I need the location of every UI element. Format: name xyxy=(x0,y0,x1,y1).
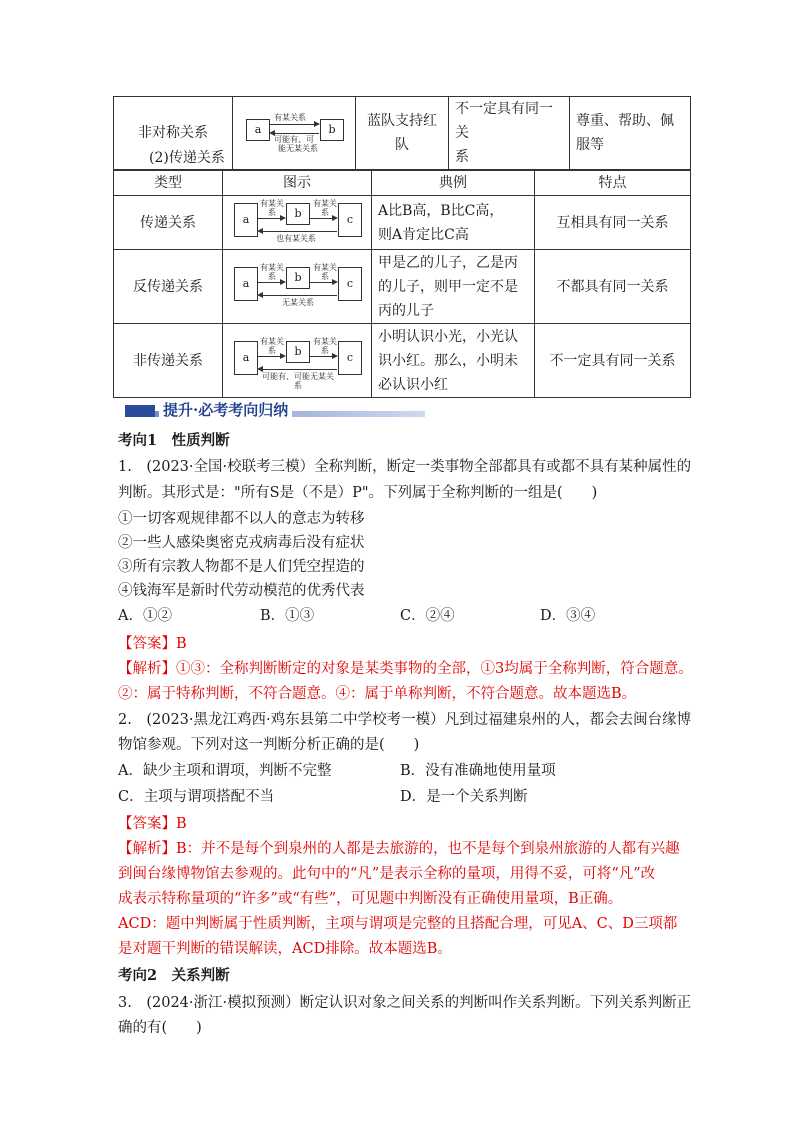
header-type: 类型 xyxy=(114,171,223,196)
node-a: a xyxy=(234,203,258,237)
node-c: c xyxy=(338,341,362,375)
ab-label: 有某关系 xyxy=(260,336,284,355)
transitive-table xyxy=(113,170,691,398)
answer-1: 【答案】B xyxy=(118,636,187,652)
arrow-right-icon xyxy=(280,353,286,359)
arrow-line xyxy=(257,356,281,357)
header-diagram: 图示 xyxy=(223,171,372,196)
bottom-label: 可能有、可 xyxy=(274,135,314,144)
question-2-text: 2. (2023·黑龙江鸡西·鸡东县第二中学校考一模）凡到过福建泉州的人，都会去闽台缘博 xyxy=(118,712,692,728)
example-cell xyxy=(372,250,535,324)
question-3-text: 确的有( ) xyxy=(118,1020,202,1036)
arrow-line xyxy=(309,218,333,219)
topic-heading-2: 考向2 关系判断 xyxy=(118,967,230,984)
section-caption: (2)传递关系 xyxy=(149,150,225,166)
example-cell: 蓝队支持红队 xyxy=(356,97,449,170)
banner-block xyxy=(125,405,155,417)
analysis-2: ACD：题中判断属于性质判断，主项与谓项是完整的且搭配合理，可见A、C、D三项都 xyxy=(118,916,678,932)
feature-text: 不一定具有同一关 xyxy=(455,101,553,141)
arrow-right-icon xyxy=(280,215,286,221)
ab-label: 有某关系 xyxy=(260,198,284,217)
arrow-line xyxy=(257,218,281,219)
option-c: C．主项与谓项搭配不当 xyxy=(118,789,275,805)
analysis-1: 【解析】①③：全称判断断定的对象是某类事物的全部，①3均属于全称判断，符合题意。 xyxy=(118,661,693,677)
option-a: A．①② xyxy=(118,608,172,624)
example-line: 则A肯定比C高 xyxy=(378,226,469,243)
arrow-line xyxy=(263,369,337,370)
asymmetric-diagram xyxy=(244,113,344,153)
analysis-1: ②：属于特称判断，不符合题意。④：属于单称判断，不符合题意。故本题选B。 xyxy=(118,686,637,702)
question-1-item: ④钱海军是新时代劳动模范的优秀代表 xyxy=(118,583,365,599)
ab-label: 有某关系 xyxy=(260,262,284,281)
example-line: 必认识小红 xyxy=(378,376,448,393)
arrow-right-icon xyxy=(280,279,286,285)
node-a: a xyxy=(246,119,270,141)
anti-transitive-diagram xyxy=(232,261,362,313)
node-a: a xyxy=(234,341,258,375)
arrow-line xyxy=(309,282,333,283)
diagram-cell xyxy=(223,250,372,324)
table-row xyxy=(114,250,691,324)
question-3-text: 3. (2024·浙江·模拟预测）断定认识对象之间关系的判断叫作关系判断。下列关系判断正 xyxy=(118,995,692,1011)
arrow-left-icon xyxy=(257,292,263,298)
option-d: D．③④ xyxy=(540,608,596,624)
question-2-text: 物馆参观。下列对这一判断分析正确的是( ) xyxy=(118,737,420,753)
example-line: 的儿子，则甲一定不是 xyxy=(378,278,518,295)
bottom-label: 能无某关系 xyxy=(278,144,318,153)
arrow-line xyxy=(269,124,314,125)
table-row xyxy=(114,324,691,398)
diagram-cell xyxy=(233,97,356,170)
question-1-item: ②一些人感染奥密克戎病毒后没有症状 xyxy=(118,535,365,551)
header-feature: 特点 xyxy=(535,171,691,196)
ac-label: 无某关系 xyxy=(282,297,314,307)
diagram-cell xyxy=(223,324,372,398)
analysis-2: 成表示特称量项的“许多”或“有些”，可见题中判断没有正确使用量项，B正确。 xyxy=(118,891,623,907)
analysis-2: 到闽台缘博物馆去参观的。此句中的“凡”是表示全称的量项，用得不妥，可将“凡”改 xyxy=(118,866,656,882)
example-line: A比B高，B比C高， xyxy=(378,202,504,219)
question-1-text: 1. (2023·全国·校联考三模）全称判断，断定一类事物全部都具有或都不具有某种属性的 xyxy=(118,459,692,475)
arrow-line xyxy=(257,282,281,283)
arrow-right-icon xyxy=(332,279,338,285)
option-b: B．①③ xyxy=(260,608,315,624)
banner-title: 提升·必考考向归纳 xyxy=(159,401,292,419)
arrow-line xyxy=(275,133,319,134)
type-cell: 非传递关系 xyxy=(114,324,223,398)
example-cell xyxy=(372,196,535,250)
topic-heading-1: 考向1 性质判断 xyxy=(118,432,230,449)
option-d: D．是一个关系判断 xyxy=(400,789,528,805)
section-banner xyxy=(125,401,429,419)
ac-label: 可能有、可能无某关系 xyxy=(262,371,334,390)
extra-text: 尊重、帮助、佩 xyxy=(576,113,674,129)
extra-text: 服等 xyxy=(576,137,604,153)
table-row xyxy=(114,196,691,250)
node-b: b xyxy=(320,119,344,141)
ac-label: 也有某关系 xyxy=(276,233,316,243)
answer-2: 【答案】B xyxy=(118,816,187,832)
arrow-line xyxy=(309,356,333,357)
arrow-right-icon xyxy=(314,121,320,127)
arrow-right-icon xyxy=(332,215,338,221)
top-label: 有某关系 xyxy=(274,113,306,122)
option-b: B．没有准确地使用量项 xyxy=(400,763,556,779)
feature-cell xyxy=(449,97,570,170)
bc-label: 有某关系 xyxy=(313,262,337,281)
type-cell: 非对称关系 xyxy=(114,97,233,170)
question-1-item: ①一切客观规律都不以人的意志为转移 xyxy=(118,511,365,527)
feature-text: 系 xyxy=(455,149,469,165)
arrow-line xyxy=(263,295,337,296)
example-cell xyxy=(372,324,535,398)
diagram-cell xyxy=(223,196,372,250)
type-cell: 传递关系 xyxy=(114,196,223,250)
transitive-diagram xyxy=(232,197,362,249)
feature-cell: 不都具有同一关系 xyxy=(535,250,691,324)
analysis-2: 【解析】B：并不是每个到泉州的人都是去旅游的，也不是每个到泉州旅游的人都有兴趣 xyxy=(118,841,680,857)
node-c: c xyxy=(338,267,362,301)
arrow-line xyxy=(263,231,337,232)
node-b: b xyxy=(286,341,310,363)
node-b: b xyxy=(286,203,310,225)
node-a: a xyxy=(234,267,258,301)
node-b: b xyxy=(286,267,310,289)
example-line: 识小红。那么，小明未 xyxy=(378,352,518,369)
example-line: 丙的儿子 xyxy=(378,302,434,319)
node-c: c xyxy=(338,203,362,237)
question-1-item: ③所有宗教人物都不是人们凭空捏造的 xyxy=(118,559,365,575)
question-1-text: 判断。其形式是："所有S是（不是）P"。下列属于全称判断的一组是( ) xyxy=(118,485,598,501)
header-example: 典例 xyxy=(372,171,535,196)
arrow-right-icon xyxy=(332,353,338,359)
bc-label: 有某关系 xyxy=(313,198,337,217)
feature-cell: 不一定具有同一关系 xyxy=(535,324,691,398)
extra-cell xyxy=(570,97,691,170)
feature-cell: 互相具有同一关系 xyxy=(535,196,691,250)
arrow-left-icon xyxy=(257,228,263,234)
bc-label: 有某关系 xyxy=(313,336,337,355)
analysis-2: 是对题干判断的错误解读，ACD排除。故本题选B。 xyxy=(118,941,452,957)
example-line: 甲是乙的儿子，乙是丙 xyxy=(378,254,518,271)
example-line: 小明认识小光，小光认 xyxy=(378,328,518,345)
option-a: A．缺少主项和谓项，判断不完整 xyxy=(118,763,332,779)
option-c: C．②④ xyxy=(400,608,455,624)
type-cell: 反传递关系 xyxy=(114,250,223,324)
non-transitive-diagram xyxy=(232,335,362,390)
